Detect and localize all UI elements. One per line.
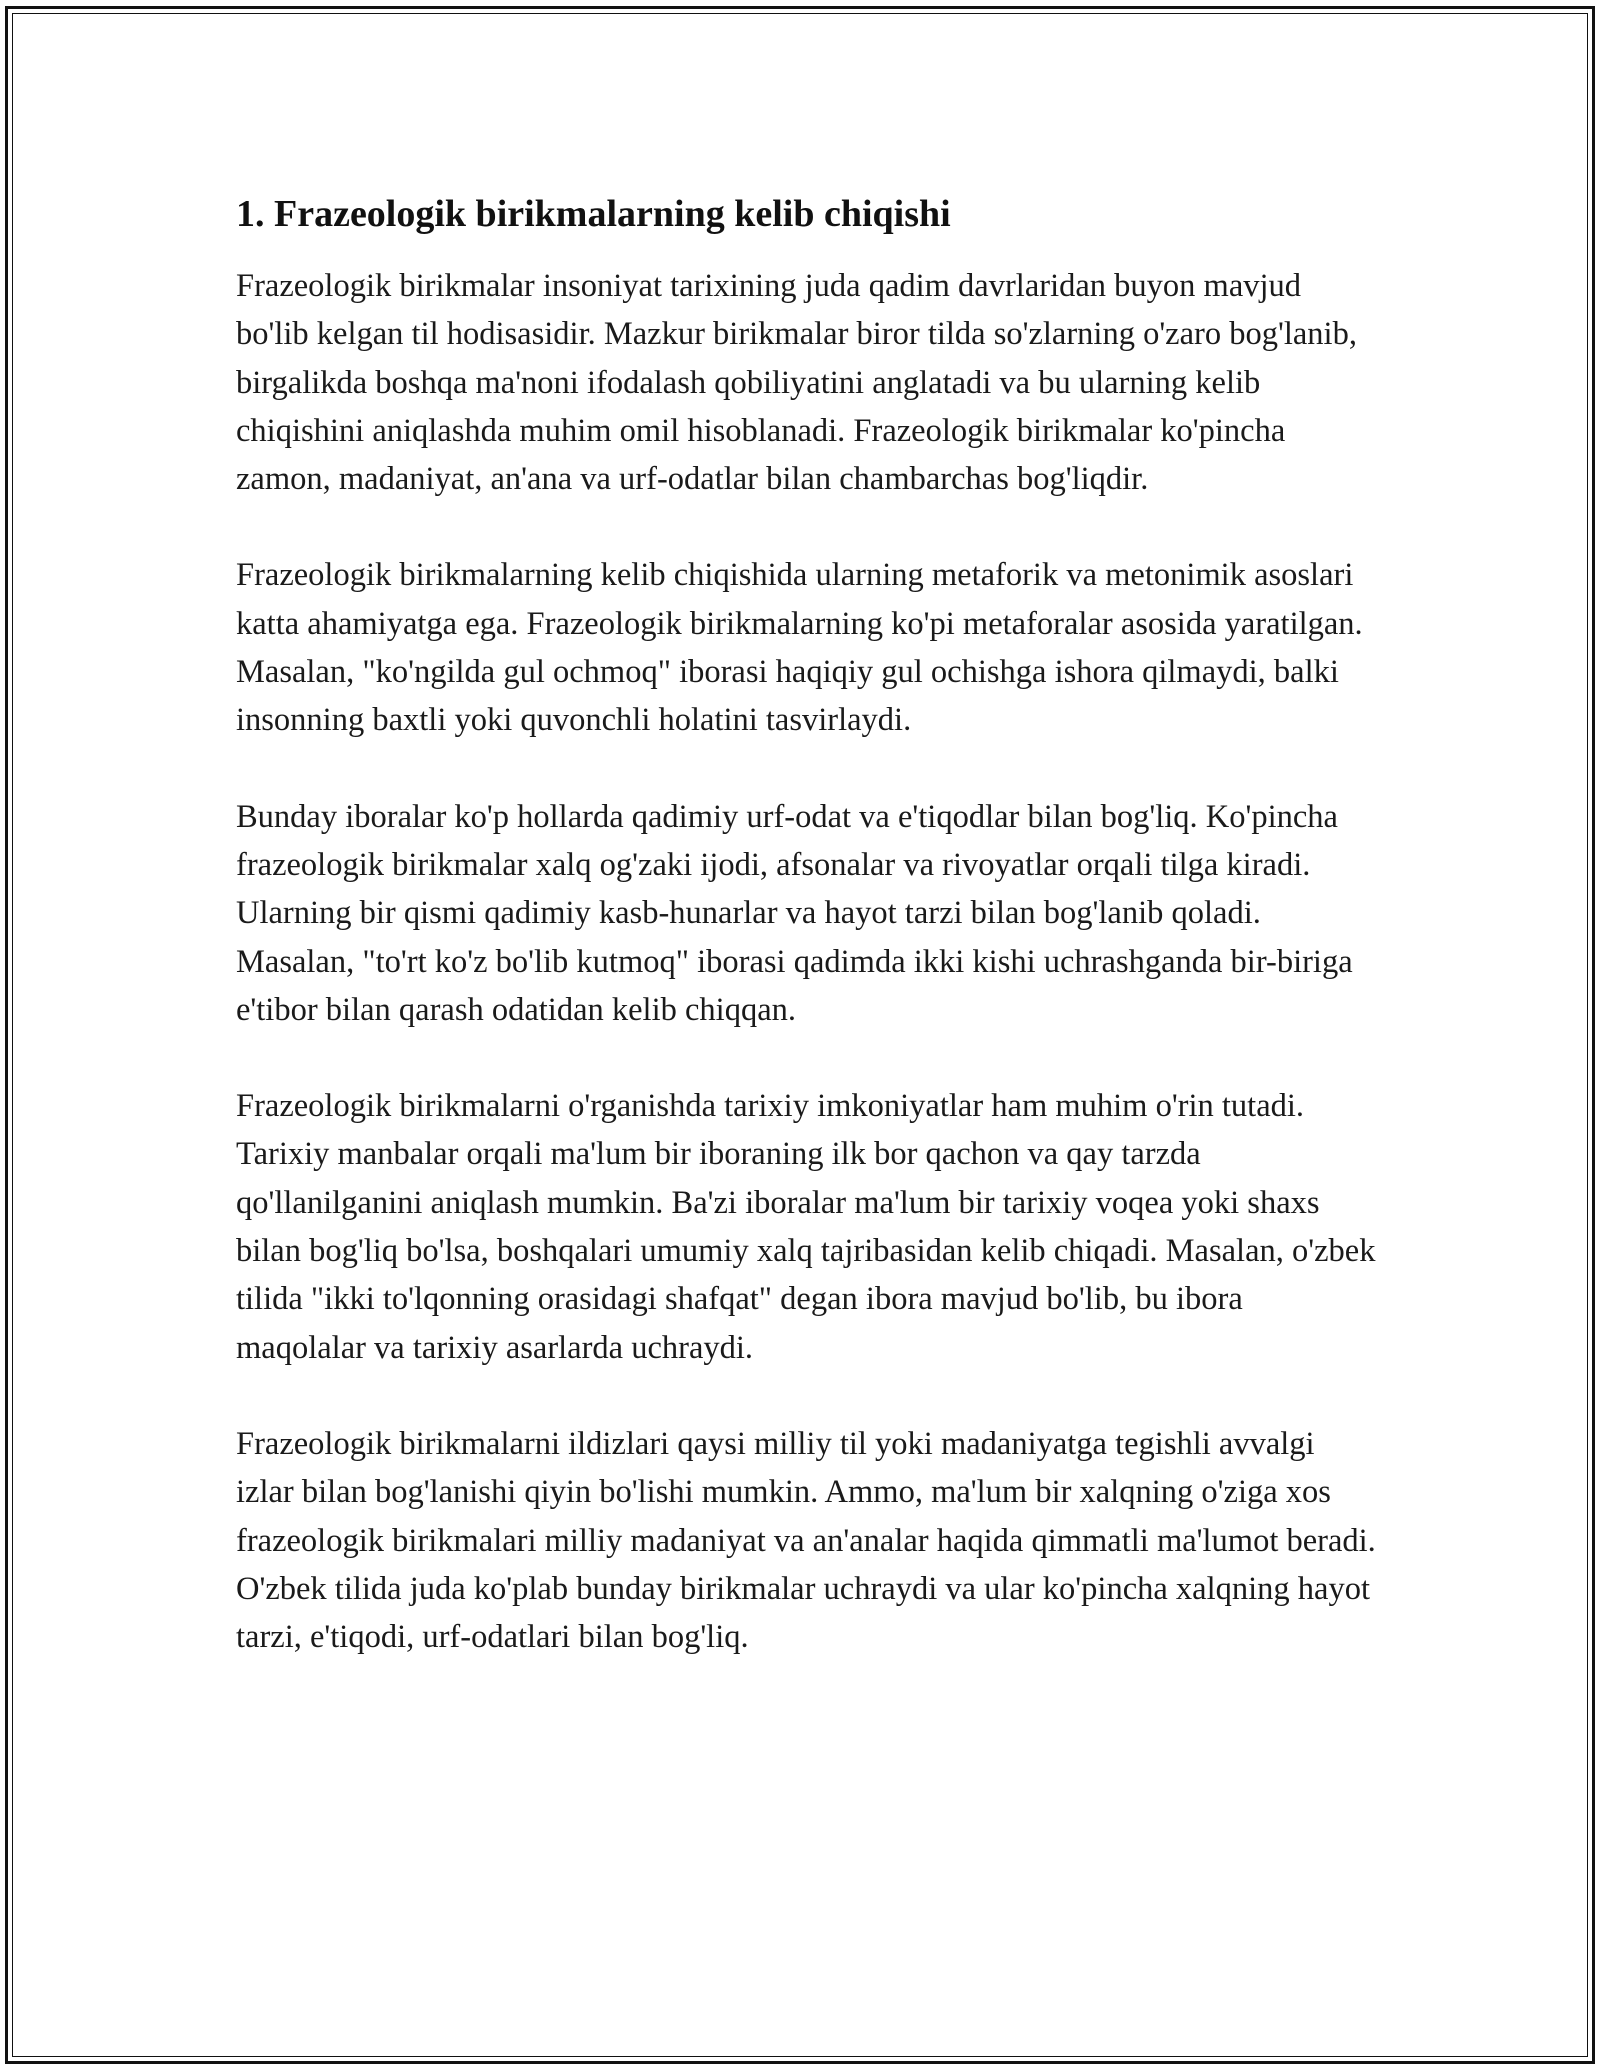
paragraph-5: Frazeologik birikmalarni ildizlari qaysi milliy til yoki madaniyatga tegishli avvalgi izlar bilan bog'lanishi qiyin bo'lishi mumkin. Ammo, ma'lum bir xalqning o'ziga xos frazeologik birikmalari milliy madaniyat va an'analar haqida qimmatli ma'lumot beradi. O'zbek tilida juda ko'plab bunday birikmalar uchraydi va ular ko'pincha xalqning hayot tarzi, e'tiqodi, urf-odatlari bilan bog'liq. [236, 1425, 1376, 1656]
document-body [236, 186, 1376, 1661]
paragraph-1: Frazeologik birikmalar insoniyat tarixining juda qadim davrlaridan buyon mavjud bo'lib kelgan til hodisasidir. Mazkur birikmalar biror tilda so'zlarning o'zaro bog'lanib, birgalikda boshqa ma'noni ifodalash qobiliyatini anglatadi va bu ularning kelib chiqishini aniqlashda muhim omil hisoblanadi. Frazeologik birikmalar ko'pincha zamon, madaniyat, an'ana va urf-odatlar bilan chambarchas bog'liqdir. [236, 268, 1357, 498]
paragraph-4: Frazeologik birikmalarni o'rganishda tarixiy imkoniyatlar ham muhim o'rin tutadi. Tarixiy manbalar orqali ma'lum bir iboraning ilk bor qachon va qay tarzda qo'llanilganini aniqlash mumkin. Ba'zi iboralar ma'lum bir tarixiy voqea yoki shaxs bilan bog'liq bo'lsa, boshqalari umumiy xalq tajribasidan kelib chiqadi. Masalan, o'zbek tilida "ikki to'lqonning orasidagi shafqat" degan ibora mavjud bo'lib, bu ibora maqolalar va tarixiy asarlarda uchraydi. [236, 1088, 1376, 1366]
section-heading: 1. Frazeologik birikmalarning kelib chiqishi [236, 193, 951, 235]
paragraph-2: Frazeologik birikmalarning kelib chiqishida ularning metaforik va metonimik asoslari katta ahamiyatga ega. Frazeologik birikmalarning ko'pi metaforalar asosida yaratilgan. Masalan, "ko'ngilda gul ochmoq" iborasi haqiqiy gul ochishga ishora qilmaydi, balki insonning baxtli yoki quvonchli holatini tasvirlaydi. [236, 557, 1363, 739]
paragraph-3: Bunday iboralar ko'p hollarda qadimiy urf-odat va e'tiqodlar bilan bog'liq. Ko'pincha frazeologik birikmalar xalq og'zaki ijodi, afsonalar va rivoyatlar orqali tilga kiradi. Ularning bir qismi qadimiy kasb-hunarlar va hayot tarzi bilan bog'lanib qoladi. Masalan, "to'rt ko'z bo'lib kutmoq" iborasi qadimda ikki kishi uchrashganda bir-biriga e'tibor bilan qarash odatidan kelib chiqqan. [236, 798, 1353, 1028]
